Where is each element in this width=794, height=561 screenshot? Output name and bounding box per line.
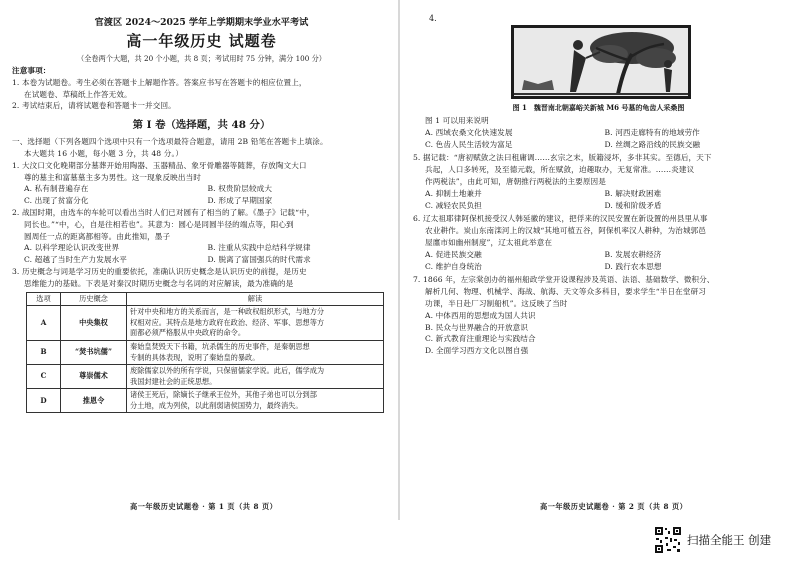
- row-option: A: [27, 306, 61, 341]
- option-row: [12, 183, 391, 195]
- cell-line: 秦始皇焚毁天下书籍，坑杀儒生的历史事件，是秦朝思想: [130, 341, 310, 351]
- row-concept: 中央集权: [61, 306, 127, 341]
- scanner-watermark: [654, 526, 771, 554]
- option-row: [12, 254, 391, 266]
- question-text: 尊的墓主和富墓墓主多为男性。这一现象反映出当时: [24, 172, 201, 182]
- mural-figure: [511, 25, 691, 99]
- row-concept: 尊崇儒术: [61, 365, 127, 389]
- cell-line: 专制的具体表现，说明了秦始皇的暴政。: [130, 352, 260, 362]
- table-header-row: [27, 292, 384, 306]
- header-concept: 历史概念: [61, 292, 127, 306]
- question-text: 解析几何、物理、机械学、海战、航海、天文等众多科目，要求学生“半日在堂研习: [425, 287, 706, 297]
- question-text: 功课，半日赴厂习制船机”。这反映了当时: [425, 298, 568, 308]
- option-d: D. 脱离了富国强兵的时代需求: [207, 255, 311, 265]
- qr-code-icon: [654, 526, 682, 554]
- row-option: D: [27, 389, 61, 413]
- question-text: 兵起，人口多转死，及至德元载，所在赋敛，迫趣取办，无复常准。……炎建议: [425, 165, 695, 175]
- figure-caption: 图 1 魏晋南北朝嘉峪关新城 M6 号墓的龟齿人采桑图: [512, 103, 685, 112]
- question-1: [12, 160, 391, 207]
- page-divider: [398, 0, 400, 520]
- header-interpretation: 解读: [127, 292, 384, 306]
- row-interpretation: [127, 365, 384, 389]
- option-d: D. 缓和阶级矛盾: [604, 200, 662, 210]
- question-text: 3. 历史概念与词是学习历史的重要依托，准确认识历史概念是认识历史的前提，是历史: [12, 266, 307, 276]
- cell-line: 分土地，成为列侯，以此削弱诸侯国势力，最终消失。: [130, 400, 303, 410]
- notice-line: 在试题卷、草稿纸上作答无效。: [24, 89, 132, 99]
- row-interpretation: [127, 306, 384, 341]
- row-interpretation: [127, 340, 384, 364]
- option-row: [12, 242, 391, 254]
- right-page: [403, 0, 794, 520]
- question-text: 2. 战国时期，由选车的车轮可以看出当时人们已对圆有了相当的了解。《墨子》记载“中，: [12, 207, 315, 217]
- question-text: 同长也。”“中，心，自是往相若也”。其意为：圆心是同圆半径的端点等，阳心到: [24, 219, 294, 229]
- option-b: B. 权贵阶层较成大: [207, 184, 273, 194]
- table-row: [27, 389, 384, 413]
- option-row: [413, 127, 784, 139]
- option-row: [12, 195, 391, 207]
- paper-title: 高一年级历史 试题卷: [126, 32, 277, 50]
- page-footer: 高一年级历史试题卷 · 第 1 页（共 8 页）: [130, 502, 278, 511]
- mural-image: [514, 28, 688, 96]
- option-a: A. 以科学理论认识改变世界: [24, 243, 120, 253]
- paper-info: （全卷两个大题，共 20 个小题，共 8 页；考试用时 75 分钟，满分 100 分）: [77, 54, 326, 63]
- option-c: C. 出现了贫富分化: [24, 196, 89, 206]
- question-text: 圆周任一点的距离都相等。由此推知，墨子: [24, 231, 171, 241]
- notice-line: 1. 本卷为试题卷。考生必须在答题卡上解题作答。答案应书写在答题卡的相应位置上，: [12, 77, 307, 87]
- header-option: 选项: [27, 292, 61, 306]
- question-text: 5. 据记载：“唐初赋敛之法曰租庸调……玄宗之末，版籍浸坏，多非其实。至德后，天下: [413, 153, 712, 163]
- row-option: B: [27, 340, 61, 364]
- question-text: 7. 1866 年，左宗棠创办的福州船政学堂开设课程涉及英语、法语、基础数学、微积分、: [413, 275, 715, 285]
- watermark-text: 扫描全能王 创建: [687, 533, 772, 547]
- option-b: B. 民众与世界融合的开放意识: [425, 322, 529, 332]
- option-d: D. 全面学习西方文化以图自强: [425, 346, 529, 356]
- cell-line: 针对中央和地方的关系而言，是一种政权组织形式，与地方分: [130, 307, 325, 317]
- exam-title: 官渡区 2024～2025 学年上学期期末学业水平考试: [94, 17, 309, 28]
- cell-line: 废除儒家以外的所有学说，只保留儒家学说。此后，儒学成为: [130, 366, 325, 376]
- page-footer: 高一年级历史试题卷 · 第 2 页（共 8 页）: [540, 502, 688, 511]
- question-number: 4.: [429, 14, 437, 23]
- question-text: 1. 大汶口文化晚期部分墓葬开始用陶器、玉器精品、象牙骨雕器等随葬，存放陶文大口: [12, 160, 307, 170]
- row-concept: 推恩令: [61, 389, 127, 413]
- option-a: A. 抑制土地兼并: [425, 188, 482, 198]
- row-concept: “焚书坑儒”: [61, 340, 127, 364]
- row-option: C: [27, 365, 61, 389]
- option-row: [413, 261, 784, 273]
- question-5: [413, 152, 784, 211]
- question-text: 图 1 可以用来说明: [425, 116, 489, 125]
- cell-line: 权相对应。其特点是地方政府在政治、经济、军事、思想等方: [130, 317, 325, 327]
- question-2: [12, 207, 391, 266]
- option-a: A. 中体西用的思想成为国人共识: [425, 310, 536, 320]
- cell-line: 我国封建社会的正统思想。: [130, 376, 217, 386]
- option-a: A. 促进民族交融: [425, 249, 482, 259]
- question-text: 作两税法”，由此可知，唐朝推行两税法的主要原因是: [425, 176, 606, 186]
- option-c: C. 减轻农民负担: [425, 200, 482, 210]
- question-4: [413, 14, 784, 150]
- question-text: 农业耕作。炭山东南滦河上的汉城“其地可植五谷，阿保机率汉人耕种，为治城郭邑: [425, 226, 706, 236]
- option-row: [413, 200, 784, 212]
- table-row: [27, 306, 384, 341]
- mcq-intro: 本大题共 16 小题，每小题 3 分，共 48 分。）: [24, 148, 184, 158]
- option-row: [413, 188, 784, 200]
- notice-line: 2. 考试结束后，请将试题卷和答题卡一并交回。: [12, 101, 176, 111]
- option-a: A. 西域农桑文化快速发展: [425, 127, 513, 137]
- option-row: [413, 139, 784, 151]
- option-b: B. 河西走廊特有的地域劳作: [604, 127, 700, 137]
- option-b: B. 发展农耕经济: [604, 249, 662, 259]
- question-7: [413, 274, 784, 357]
- option-d: D. 形成了早期国家: [207, 196, 273, 206]
- table-row: [27, 340, 384, 364]
- option-b: B. 解决财政困难: [604, 188, 662, 198]
- option-a: A. 私有制普遍存在: [24, 184, 89, 194]
- question-text: 6. 辽太祖耶律阿保机接受汉人韩延徽的建议，把俘来的汉民安置在新设置的州县里从事: [413, 214, 708, 224]
- mcq-intro: 一、选择题（下列各题四个选项中只有一个选项最符合题意，请用 2B 铅笔在答题卡上填涂。: [12, 137, 328, 147]
- option-row: [413, 249, 784, 261]
- cell-line: 诸侯王死后，除嫡长子继承王位外，其他子弟也可以分到部: [130, 390, 317, 400]
- row-interpretation: [127, 389, 384, 413]
- option-c: C. 新式教育注重理论与实践结合: [425, 334, 536, 344]
- option-d: D. 践行农本思想: [604, 261, 662, 271]
- option-c: C. 超越了当时生产力发展水平: [24, 255, 127, 265]
- question-text: 屋廛市如幽州制度”，辽太祖此举意在: [425, 237, 553, 247]
- cell-line: 面都必须严格服从中央政府的命令。: [130, 328, 246, 338]
- option-c: C. 维护自身统治: [425, 261, 482, 271]
- question-6: [413, 213, 784, 272]
- notice-title: 注意事项：: [12, 66, 51, 75]
- table-row: [27, 365, 384, 389]
- question-3: [12, 266, 391, 414]
- option-b: B. 注重从实践中总结科学规律: [207, 243, 311, 253]
- option-d: D. 丝绸之路沿线的民族交融: [604, 139, 701, 149]
- question-text: 思维能力的基础。下表是对秦汉时期历史概念与名词的对应解读，最为准确的是: [24, 278, 294, 288]
- left-page: [0, 0, 397, 520]
- option-c: C. 色齿人民生活较为富足: [425, 139, 513, 149]
- section-title: 第 Ⅰ 卷（选择题，共 48 分）: [132, 119, 271, 132]
- concept-table: [26, 292, 384, 414]
